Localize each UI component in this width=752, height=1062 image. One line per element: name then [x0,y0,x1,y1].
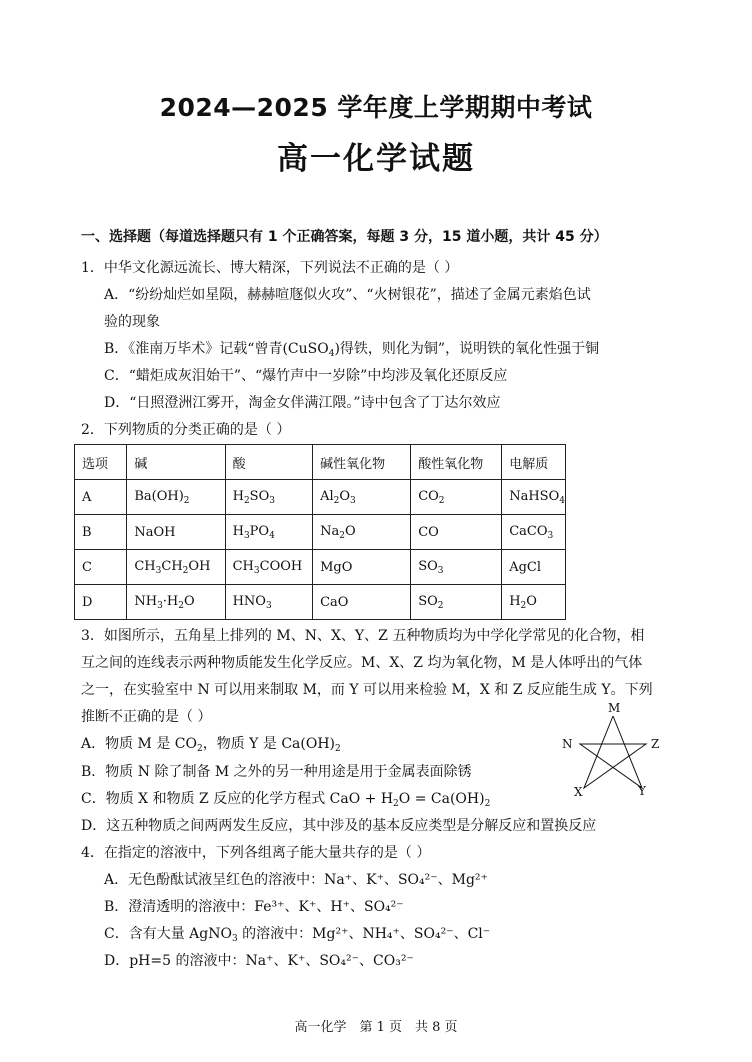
table-header-row [75,445,566,480]
table-cell: $H_2SO_3$ [225,480,312,515]
exam-title: 2024—2025 学年度上学期期中考试 [159,93,593,122]
star-label-x: X [574,785,583,799]
table-cell: MgO [313,550,411,585]
star-label-y: Y [638,784,646,798]
table-cell: $H_3PO_4$ [225,515,312,550]
table-cell: $CH_3CH_2OH$ [127,550,225,585]
table-cell: CaCO$_3$ [502,515,566,550]
q3-stem-line1: 3．如图所示，五角星上排列的 M、N、X、Y、Z 五种物质均为中学化学常见的化合物，相 [81,628,645,644]
table-header: 电解质 [502,445,566,480]
q3-stem-line3: 之一，在实验室中 N 可以用来制取 M，而 Y 可以用来检验 M，X 和 Z 反应能生成 Y。下列 [81,682,653,698]
q3-option-a: A．物质 M 是 $CO_2$，物质 Y 是 $Ca(OH)_2$ [81,736,341,754]
table-row [75,585,566,620]
table-cell: $SO_3$ [411,550,502,585]
q4-option-c: C．含有大量 AgNO$_3$ 的溶液中：Mg²⁺、NH₄⁺、SO₄²⁻、Cl⁻ [104,926,491,944]
star-label-n: N [562,737,573,751]
q4-option-b: B．澄清透明的溶液中：Fe³⁺、K⁺、H⁺、SO₄²⁻ [104,899,404,915]
q3-stem-line2: 互之间的连线表示两种物质能发生化学反应。M、X、Z 均为氧化物，M 是人体呼出的气体 [81,655,643,671]
table-cell: $CO_2$ [411,480,502,515]
q1-option-a: A．“纷纷灿烂如星陨，赫赫喧豗似火攻”、“火树银花”，描述了金属元素焰色试 [104,287,591,303]
q1-option-b [104,339,599,364]
table-cell: NaHSO$_4$ [502,480,566,515]
q1-option-a-cont: 验的现象 [104,314,160,330]
table-cell: A [75,480,127,515]
star-outline [580,716,646,788]
subject-title: 高一化学试题 [277,141,475,177]
q3-stem-line4: 推断不正确的是（ ） [81,709,212,725]
q3-option-d: D．这五种物质之间两两发生反应，其中涉及的基本反应类型是分解反应和置换反应 [81,818,597,834]
q4-option-d: D．pH=5 的溶液中：Na⁺、K⁺、SO₄²⁻、CO₃²⁻ [104,953,414,969]
star-label-z: Z [651,737,660,751]
table-cell: $NH_3\cdot H_2O$ [127,585,225,620]
pentagram-diagram [556,700,671,800]
q3-option-c: C．物质 X 和物质 Z 反应的化学方程式 CaO + $H_2O = Ca(OH)_2$ [81,791,491,809]
table-cell: C [75,550,127,585]
table-cell: $HNO_3$ [225,585,312,620]
table-header: 碱 [127,445,225,480]
q2-stem: 2．下列物质的分类正确的是（ ） [81,422,291,438]
table-row [75,515,566,550]
q4-stem: 4．在指定的溶液中，下列各组离子能大量共存的是（ ） [81,845,431,861]
table-cell: AgCl [502,550,566,585]
classification-table [74,444,566,620]
table-cell: $Al_2O_3$ [313,480,411,515]
table-cell: $Na_2O$ [313,515,411,550]
table-cell: B [75,515,127,550]
q1-option-c: C．“蜡炬成灰泪始干”、“爆竹声中一岁除”中均涉及氧化还原反应 [104,368,508,384]
q4-option-a: A．无色酚酞试液呈红色的溶液中：Na⁺、K⁺、SO₄²⁻、Mg²⁺ [104,872,488,888]
table-cell: D [75,585,127,620]
table-cell: $SO_2$ [411,585,502,620]
table-cell: NaOH [127,515,225,550]
table-cell: $H_2O$ [502,585,566,620]
q1-stem: 1．中华文化源远流长、博大精深，下列说法不正确的是（ ） [81,260,459,276]
table-row [75,480,566,515]
q1-b-sub: 4 [328,349,335,359]
q1-option-d: D．“日照澄洲江雾开，淘金女伴满江隈。”诗中包含了丁达尔效应 [104,395,501,411]
table-cell: $Ba(OH)_2$ [127,480,225,515]
q1-b-text-post: )得铁，则化为铜”，说明铁的氧化性强于铜 [334,341,600,357]
table-header: 酸 [225,445,312,480]
star-label-m: M [608,701,621,715]
table-cell: CO [411,515,502,550]
q1-b-text: B．《淮南万毕术》记载“曾青(CuSO [104,341,329,357]
table-cell: $CH_3COOH$ [225,550,312,585]
table-cell: CaO [313,585,411,620]
q3-option-b: B．物质 N 除了制备 M 之外的另一种用途是用于金属表面除锈 [81,764,472,780]
section-heading: 一、选择题（每道选择题只有 1 个正确答案，每题 3 分，15 道小题，共计 45 分） [81,229,608,245]
table-header: 碱性氧化物 [313,445,411,480]
page-footer: 高一化学 第 1 页 共 8 页 [294,1020,458,1035]
table-header: 选项 [75,445,127,480]
table-row [75,550,566,585]
table-header: 酸性氧化物 [411,445,502,480]
